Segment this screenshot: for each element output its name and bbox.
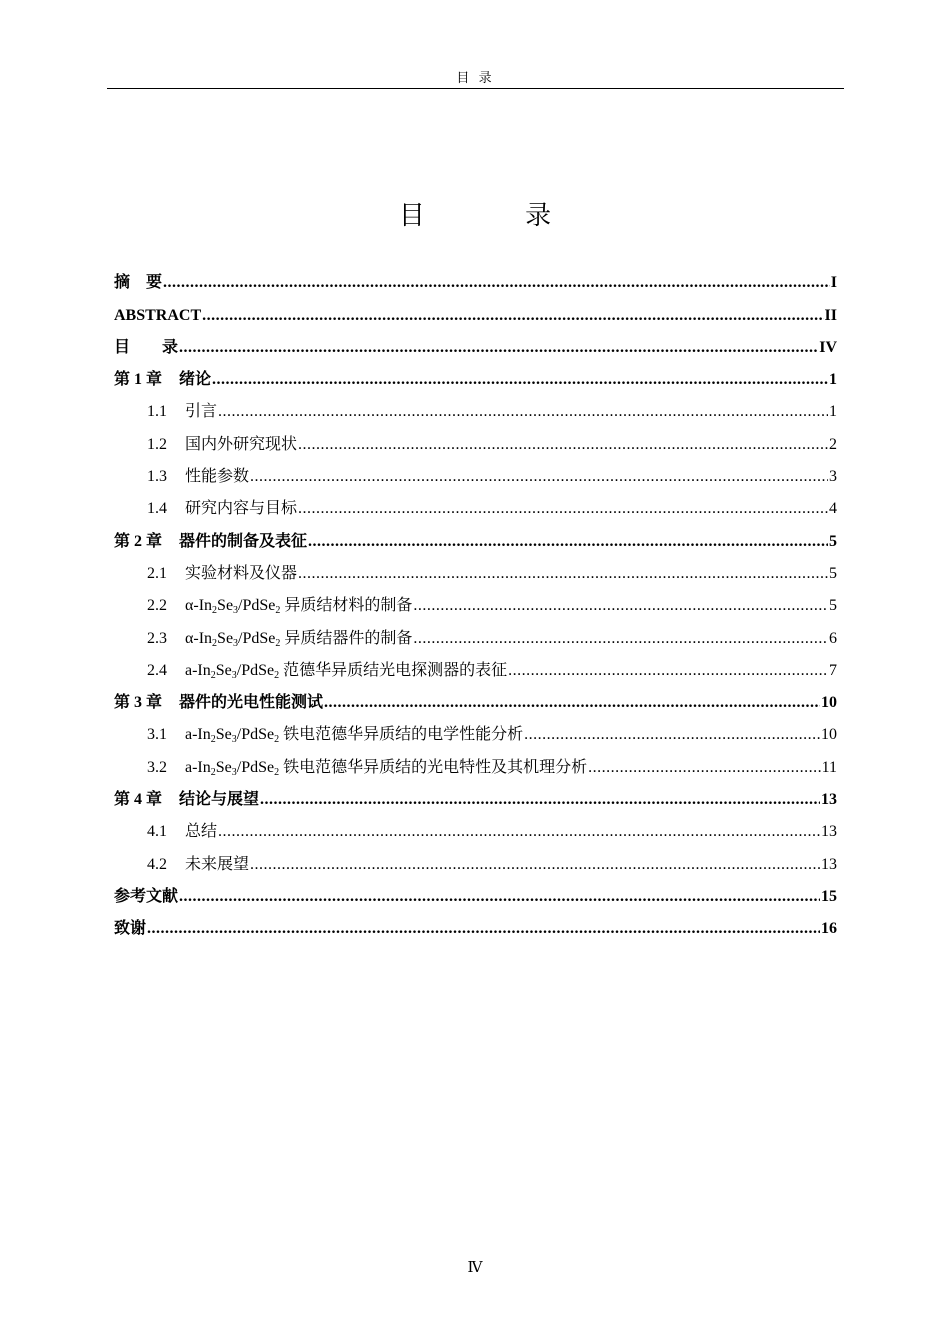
toc-entry-text: 器件的制备及表征 <box>179 532 308 550</box>
toc-entry-number: 1.2 <box>147 435 167 453</box>
toc-entry-text: 未来展望 <box>185 855 250 873</box>
toc-entry-page: II <box>824 306 837 324</box>
toc-entry-text: 摘 要 <box>114 274 163 292</box>
toc-entry[interactable] <box>114 487 837 519</box>
toc-entry-text: 器件的光电性能测试 <box>179 694 324 712</box>
dot-leader <box>147 919 820 939</box>
toc-entry-page: 6 <box>829 629 837 647</box>
dot-leader <box>179 338 818 358</box>
toc-entry-page: 4 <box>829 500 837 518</box>
toc-entry-number: 1.1 <box>147 403 167 421</box>
toc-entry-page: 10 <box>821 726 837 744</box>
toc-entry[interactable] <box>114 907 837 939</box>
dot-leader <box>508 661 828 681</box>
toc-entry-text: 引言 <box>185 403 218 421</box>
toc-entry[interactable] <box>114 713 837 745</box>
toc-entry-number: 2.4 <box>147 661 167 679</box>
toc-entry-page: 3 <box>829 468 837 486</box>
toc-entry-number: 2.3 <box>147 629 167 647</box>
page-number: Ⅳ <box>467 1260 483 1276</box>
running-header: 目 录 <box>456 70 495 85</box>
dot-leader <box>163 273 830 293</box>
dot-leader <box>179 887 820 907</box>
toc-entry-text: $\alpha-In_2Se_3/PdSe_2$ 异质结器件的制备 <box>185 629 413 649</box>
toc-entry-text: $a-In_2Se_3/PdSe_2$ 铁电范德华异质结的电学性能分析 <box>185 726 524 746</box>
table-of-contents <box>114 261 837 939</box>
toc-entry-page: 2 <box>829 435 837 453</box>
toc-entry-text: 研究内容与目标 <box>185 500 298 518</box>
toc-entry-text: 实验材料及仪器 <box>185 564 298 582</box>
toc-entry[interactable] <box>114 293 837 325</box>
toc-entry-text: ABSTRACT <box>114 306 202 324</box>
toc-entry-text: 绪论 <box>179 371 212 389</box>
toc-entry-number: 3.2 <box>147 758 167 776</box>
toc-entry[interactable] <box>114 358 837 390</box>
dot-leader <box>324 693 820 713</box>
toc-entry[interactable] <box>114 455 837 487</box>
toc-entry-number: 4.1 <box>147 823 167 841</box>
toc-entry[interactable] <box>114 745 837 777</box>
toc-entry-page: 1 <box>829 403 837 421</box>
toc-entry[interactable] <box>114 778 837 810</box>
toc-entry-page: 15 <box>821 887 837 905</box>
dot-leader <box>308 532 828 552</box>
dot-leader <box>413 596 828 616</box>
toc-entry-text: $a-In_2Se_3/PdSe_2$ 范德华异质结光电探测器的表征 <box>185 661 508 681</box>
dot-leader <box>218 402 828 422</box>
toc-entry-text: 总结 <box>185 823 218 841</box>
toc-entry-text: 参考文献 <box>114 887 179 905</box>
dot-leader <box>260 790 820 810</box>
toc-entry-number: 1.4 <box>147 500 167 518</box>
dot-leader <box>250 855 820 875</box>
dot-leader <box>298 435 828 455</box>
toc-entry-page: 5 <box>829 532 837 550</box>
toc-entry[interactable] <box>114 875 837 907</box>
toc-entry[interactable] <box>114 552 837 584</box>
toc-entry[interactable] <box>114 842 837 874</box>
toc-entry-page: 13 <box>821 855 837 873</box>
toc-entry-page: 11 <box>821 758 837 776</box>
toc-entry[interactable] <box>114 390 837 422</box>
toc-entry-number: 1.3 <box>147 468 167 486</box>
dot-leader <box>202 306 823 326</box>
toc-entry[interactable] <box>114 616 837 648</box>
toc-entry-number: 第 4 章 <box>114 791 163 809</box>
toc-entry[interactable] <box>114 649 837 681</box>
toc-entry[interactable] <box>114 261 837 293</box>
toc-entry-page: 5 <box>829 597 837 615</box>
toc-entry[interactable] <box>114 584 837 616</box>
toc-entry-page: 7 <box>829 661 837 679</box>
toc-entry-text: $\alpha-In_2Se_3/PdSe_2$ 异质结材料的制备 <box>185 597 413 617</box>
toc-entry[interactable] <box>114 810 837 842</box>
toc-entry[interactable] <box>114 422 837 454</box>
dot-leader <box>212 370 828 390</box>
toc-entry-number: 3.1 <box>147 726 167 744</box>
toc-entry-page: 16 <box>821 920 837 938</box>
toc-entry-page: 5 <box>829 564 837 582</box>
toc-entry-text: 性能参数 <box>185 468 250 486</box>
toc-entry-number: 2.1 <box>147 564 167 582</box>
toc-entry-text: 国内外研究现状 <box>185 435 298 453</box>
dot-leader <box>218 822 820 842</box>
toc-entry[interactable] <box>114 326 837 358</box>
toc-entry-number: 第 3 章 <box>114 694 163 712</box>
toc-entry-text: 结论与展望 <box>179 791 260 809</box>
dot-leader <box>588 758 820 778</box>
toc-entry-page: 1 <box>829 371 837 389</box>
toc-entry-text: $a-In_2Se_3/PdSe_2$ 铁电范德华异质结的光电特性及其机理分析 <box>185 758 588 778</box>
toc-entry-page: 10 <box>821 694 837 712</box>
toc-entry-number: 4.2 <box>147 855 167 873</box>
toc-entry-text: 致谢 <box>114 920 147 938</box>
toc-entry-page: I <box>830 274 837 292</box>
dot-leader <box>298 499 828 519</box>
dot-leader <box>524 725 820 745</box>
toc-entry-page: 13 <box>821 791 837 809</box>
toc-entry-number: 第 2 章 <box>114 532 163 550</box>
toc-entry[interactable] <box>114 519 837 551</box>
toc-entry-number: 2.2 <box>147 597 167 615</box>
toc-entry-page: IV <box>819 338 837 356</box>
dot-leader <box>250 467 828 487</box>
header-rule <box>107 88 844 89</box>
toc-entry[interactable] <box>114 681 837 713</box>
toc-entry-page: 13 <box>821 823 837 841</box>
toc-entry-text: 目 录 <box>114 338 179 356</box>
dot-leader <box>298 564 828 584</box>
toc-entry-number: 第 1 章 <box>114 371 163 389</box>
toc-title: 目 录 <box>398 201 598 231</box>
dot-leader <box>413 629 828 649</box>
